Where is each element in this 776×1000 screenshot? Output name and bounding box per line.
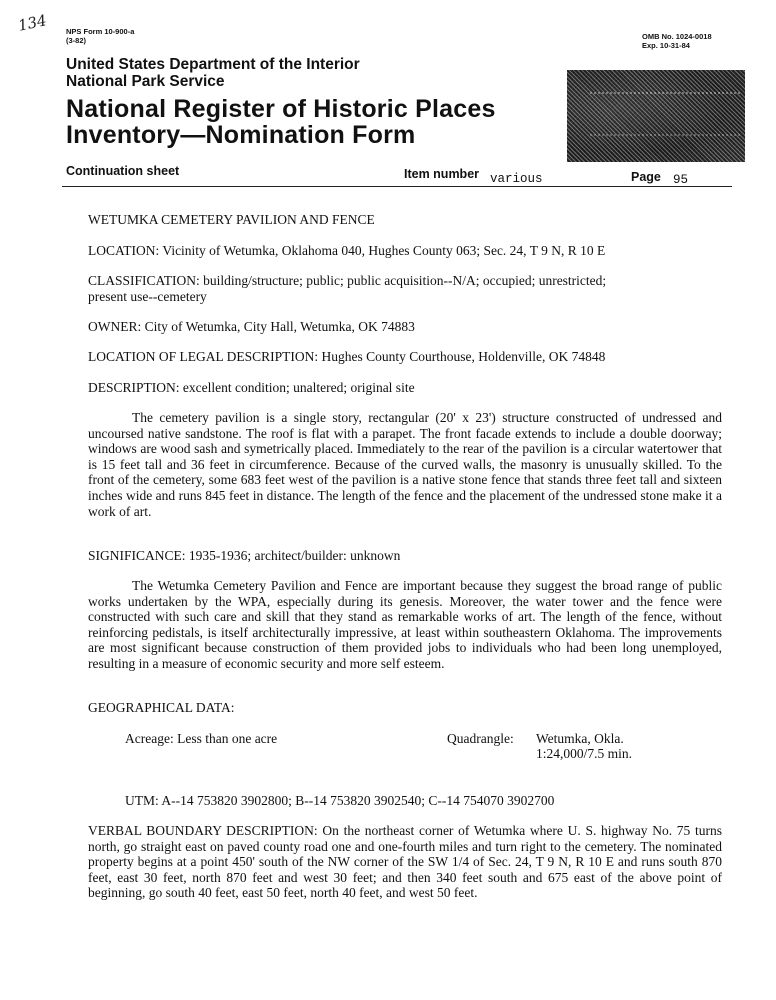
description-heading: DESCRIPTION: excellent condition; unaltered; original site: [88, 380, 415, 395]
significance-paragraph: [88, 578, 722, 672]
stamp-texture: [590, 92, 740, 136]
omb-expiration: Exp. 10-31-84: [642, 41, 690, 50]
quadrangle-name: Wetumka, Okla.: [536, 731, 624, 746]
form-title-line-1: National Register of Historic Places: [66, 95, 496, 123]
header-divider: [62, 186, 732, 187]
verbal-boundary-description: [88, 823, 722, 901]
form-title-line-2: Inventory—Nomination Form: [66, 121, 416, 149]
item-number-value: various: [490, 172, 543, 186]
boundary-text: VERBAL BOUNDARY DESCRIPTION: On the northeast corner of Wetumka where U. S. highway No. 75 turns north, go straight east on paved county road one and one-fourth miles and turn right to the cemetery. The nominated property begins at a point 450' south of the NW corner of the SW 1/4 of Sec. 24, T 9 N, R 10 E and runs south 870 feet, east 30 feet, north 870 feet and west 30 feet; and then 340 feet south and 675 east of the above point of beginning, go south 40 feet, east 50 feet, north 40 feet, and west 50 feet.: [88, 823, 722, 901]
legal-description-location: LOCATION OF LEGAL DESCRIPTION: Hughes County Courthouse, Holdenville, OK 74848: [88, 349, 606, 364]
owner-line: OWNER: City of Wetumka, City Hall, Wetumka, OK 74883: [88, 319, 415, 334]
utm-coordinates: UTM: A--14 753820 3902800; B--14 753820 3902540; C--14 754070 3902700: [125, 793, 555, 808]
quadrangle-scale: 1:24,000/7.5 min.: [536, 746, 633, 761]
form-revision: (3-82): [66, 36, 87, 45]
omb-block: [642, 32, 712, 50]
significance-heading: SIGNIFICANCE: 1935-1936; architect/builder: unknown: [88, 548, 401, 563]
description-paragraph: [88, 410, 722, 519]
continuation-sheet-label: Continuation sheet: [66, 164, 180, 178]
form-number-line: NPS Form 10-900-a: [66, 27, 135, 36]
acreage: Acreage: Less than one acre: [125, 731, 278, 746]
omb-number: OMB No. 1024-0018: [642, 32, 712, 41]
location-line: LOCATION: Vicinity of Wetumka, Oklahoma 040, Hughes County 063; Sec. 24, T 9 N, R 10 E: [88, 243, 606, 258]
property-name: WETUMKA CEMETERY PAVILION AND FENCE: [88, 212, 375, 227]
classification-line-2: present use--cemetery: [88, 289, 207, 304]
agency-name: National Park Service: [66, 73, 225, 90]
significance-text: The Wetumka Cemetery Pavilion and Fence are important because they suggest the broad range of public works undertaken by the WPA, especially during its genesis. Moreover, the water tower and the fence were constructed with such care and skill that they stand as remarkable works of art. The length of the fence, without reinforcing pedistals, is itself architecturally impressive, at least within southeastern Oklahoma. The improvements are most significant because construction of them provided jobs to individuals who had been long unemployed, resulting in a measure of economic security and more self esteem.: [88, 578, 722, 671]
description-text: The cemetery pavilion is a single story, rectangular (20' x 23') structure constructed of undressed and uncoursed native sandstone. The roof is flat with a parapet. The front facade extends to include a double doorway; windows are wood sash and symetrically placed. Immediately to the rear of the pavilion is a circular watertower that is 15 feet tall and 36 feet in circumference. Because of the curved walls, the masonry is unusually skilled. To the front of the cemetery, some 683 feet west of the pavilion is a native stone fence that stands three feet tall and sixteen inches wide and runs 845 feet in distance. The length of the fence and the placement of the undressed stone make it a work of art.: [88, 410, 722, 519]
geographical-data-heading: GEOGRAPHICAL DATA:: [88, 700, 235, 715]
page-label: Page: [631, 170, 661, 184]
item-number-label: Item number: [404, 167, 480, 181]
classification-line-1: CLASSIFICATION: building/structure; public; public acquisition--N/A; occupied; unrestricted;: [88, 273, 607, 288]
quadrangle-label: Quadrangle:: [447, 731, 514, 746]
page-number: 95: [673, 173, 689, 187]
form-number: [66, 27, 134, 45]
handwritten-mark: 134: [16, 11, 49, 35]
department-name: United States Department of the Interior: [66, 56, 360, 73]
